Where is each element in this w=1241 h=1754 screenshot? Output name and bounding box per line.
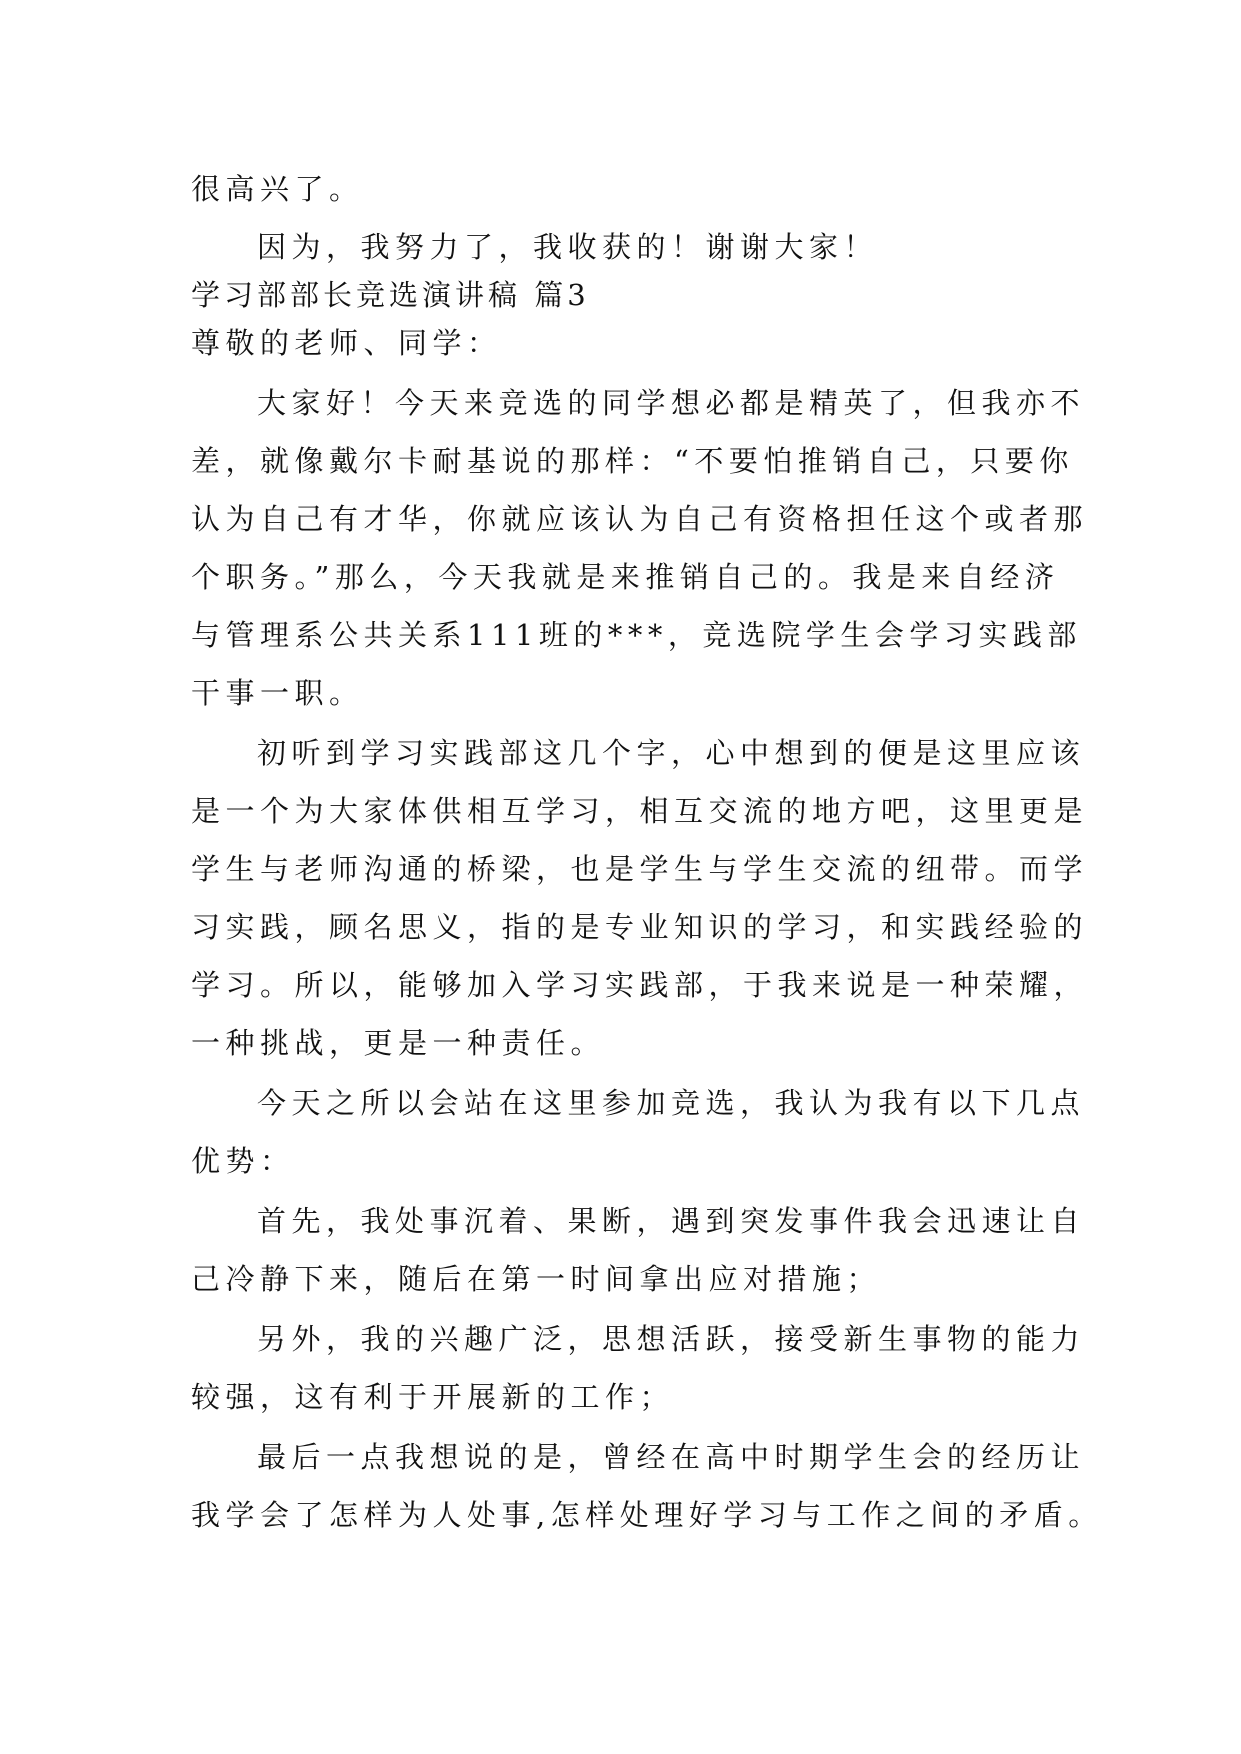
- salutation: 尊敬的老师、同学：: [191, 326, 502, 360]
- paragraph-first-impression: [191, 724, 1089, 1072]
- paragraph-line: 认为自己有才华，你就应该认为自己有资格担任这个或者那: [191, 502, 1089, 536]
- paragraph-line: 今天之所以会站在这里参加竞选，我认为我有以下几点: [257, 1086, 1086, 1120]
- document-body: [191, 160, 1103, 1544]
- paragraph-line: 最后一点我想说的是，曾经在高中时期学生会的经历让: [257, 1440, 1086, 1474]
- paragraph-line: 习实践，顾名思义，指的是专业知识的学习，和实践经验的: [191, 910, 1089, 944]
- paragraph-line: 首先，我处事沉着、果断，遇到突发事件我会迅速让自: [257, 1204, 1086, 1238]
- paragraph-line: 我学会了怎样为人处事,怎样处理好学习与工作之间的矛盾。: [191, 1498, 1103, 1532]
- closing-line: 因为，我努力了，我收获的！谢谢大家！: [257, 230, 879, 264]
- paragraph-advantage-last: [191, 1428, 1103, 1544]
- paragraph-line: 优势：: [191, 1144, 295, 1178]
- paragraph-advantage-first: [191, 1192, 1086, 1308]
- paragraph-line: 学生与老师沟通的桥梁，也是学生与学生交流的纽带。而学: [191, 852, 1089, 886]
- paragraph-line: 大家好！今天来竞选的同学想必都是精英了，但我亦不: [257, 386, 1086, 420]
- paragraph-line: 一种挑战，更是一种责任。: [191, 1026, 606, 1060]
- paragraph-greeting: [191, 374, 1089, 722]
- paragraph-line: 学习。所以，能够加入学习实践部，于我来说是一种荣耀，: [191, 968, 1089, 1002]
- paragraph-line: 个职务。”那么，今天我就是来推销自己的。我是来自经济: [191, 560, 1060, 594]
- paragraph-line: 另外，我的兴趣广泛，思想活跃，接受新生事物的能力: [257, 1322, 1086, 1356]
- paragraph-line: 己冷静下来，随后在第一时间拿出应对措施；: [191, 1262, 882, 1296]
- paragraph-line: 差，就像戴尔卡耐基说的那样：“不要怕推销自己，只要你: [191, 444, 1074, 478]
- section-title: 学习部部长竞选演讲稿 篇3: [191, 278, 590, 312]
- paragraph-line: 干事一职。: [191, 676, 364, 710]
- continuation-line: 很高兴了。: [191, 172, 364, 206]
- paragraph-advantages-intro: [191, 1074, 1086, 1190]
- paragraph-line: 是一个为大家体供相互学习，相互交流的地方吧，这里更是: [191, 794, 1089, 828]
- paragraph-line: 初听到学习实践部这几个字，心中想到的便是这里应该: [257, 736, 1086, 770]
- paragraph-line: 与管理系公共关系111班的***，竞选院学生会学习实践部: [191, 618, 1082, 652]
- paragraph-line: 较强，这有利于开展新的工作；: [191, 1380, 675, 1414]
- paragraph-advantage-second: [191, 1310, 1086, 1426]
